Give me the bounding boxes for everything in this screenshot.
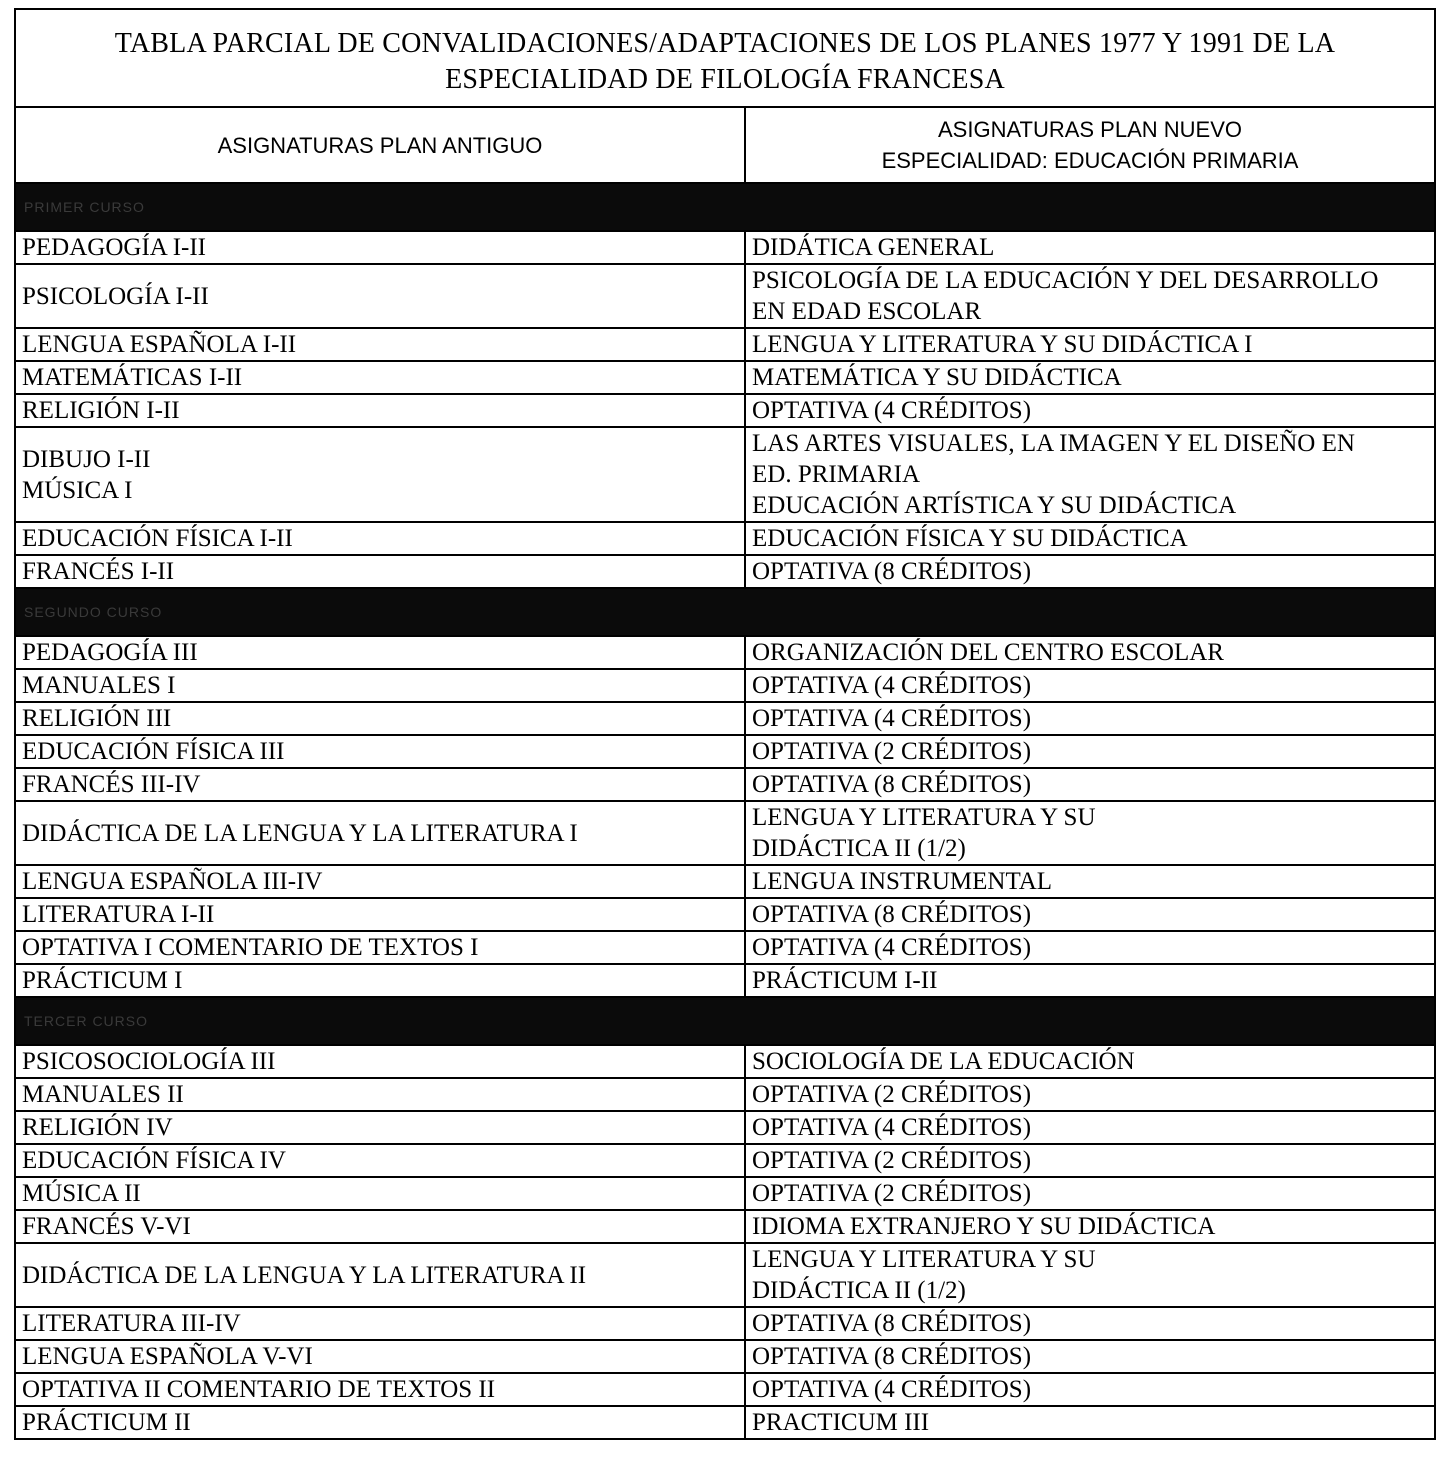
old-plan-subject: MANUALES I bbox=[15, 669, 745, 702]
old-plan-subject: DIDÁCTICA DE LA LENGUA Y LA LITERATURA I bbox=[15, 801, 745, 865]
old-plan-subject: LITERATURA III-IV bbox=[15, 1307, 745, 1340]
table-row bbox=[15, 1340, 1435, 1373]
new-plan-subject: OPTATIVA (8 CRÉDITOS) bbox=[745, 768, 1435, 801]
table-row bbox=[15, 669, 1435, 702]
new-plan-subject: ORGANIZACIÓN DEL CENTRO ESCOLAR bbox=[745, 636, 1435, 669]
new-plan-subject: OPTATIVA (4 CRÉDITOS) bbox=[745, 702, 1435, 735]
new-plan-subject: LENGUA INSTRUMENTAL bbox=[745, 865, 1435, 898]
title-line-1: TABLA PARCIAL DE CONVALIDACIONES/ADAPTACIONES DE LOS PLANES 1977 Y 1991 DE LA bbox=[114, 28, 1336, 59]
old-plan-subject: DIDÁCTICA DE LA LENGUA Y LA LITERATURA II bbox=[15, 1243, 745, 1307]
old-plan-subject: LENGUA ESPAÑOLA III-IV bbox=[15, 865, 745, 898]
old-plan-subject: FRANCÉS III-IV bbox=[15, 768, 745, 801]
table-row bbox=[15, 1307, 1435, 1340]
table-row bbox=[15, 636, 1435, 669]
old-plan-subject: PRÁCTICUM I bbox=[15, 964, 745, 997]
table-row bbox=[15, 931, 1435, 964]
course-band bbox=[15, 588, 1435, 636]
document-title bbox=[15, 9, 1435, 107]
table-row bbox=[15, 1111, 1435, 1144]
course-band-label: PRIMER CURSO bbox=[15, 183, 1435, 231]
new-plan-subject: OPTATIVA (4 CRÉDITOS) bbox=[745, 931, 1435, 964]
new-plan-subject: PSICOLOGÍA DE LA EDUCACIÓN Y DEL DESARROLLO EN EDAD ESCOLAR bbox=[745, 264, 1435, 328]
table-row bbox=[15, 264, 1435, 328]
new-plan-subject: OPTATIVA (2 CRÉDITOS) bbox=[745, 1144, 1435, 1177]
old-plan-subject: LENGUA ESPAÑOLA V-VI bbox=[15, 1340, 745, 1373]
table-row bbox=[15, 522, 1435, 555]
table-row bbox=[15, 1210, 1435, 1243]
new-plan-subject: SOCIOLOGÍA DE LA EDUCACIÓN bbox=[745, 1045, 1435, 1078]
table-row bbox=[15, 768, 1435, 801]
table-row bbox=[15, 1406, 1435, 1439]
table-row bbox=[15, 735, 1435, 768]
new-plan-subject: OPTATIVA (8 CRÉDITOS) bbox=[745, 1340, 1435, 1373]
table-row bbox=[15, 865, 1435, 898]
course-band-label: SEGUNDO CURSO bbox=[15, 588, 1435, 636]
new-plan-subject: OPTATIVA (4 CRÉDITOS) bbox=[745, 669, 1435, 702]
old-plan-subject: FRANCÉS I-II bbox=[15, 555, 745, 588]
new-plan-subject: PRÁCTICUM I-II bbox=[745, 964, 1435, 997]
new-plan-subject: OPTATIVA (8 CRÉDITOS) bbox=[745, 898, 1435, 931]
column-header-row bbox=[15, 107, 1435, 183]
old-plan-subject: LITERATURA I-II bbox=[15, 898, 745, 931]
table-row bbox=[15, 1144, 1435, 1177]
old-plan-subject: PRÁCTICUM II bbox=[15, 1406, 745, 1439]
new-plan-subject: OPTATIVA (8 CRÉDITOS) bbox=[745, 1307, 1435, 1340]
table-row bbox=[15, 555, 1435, 588]
new-plan-subject: OPTATIVA (8 CRÉDITOS) bbox=[745, 555, 1435, 588]
new-plan-subject: LAS ARTES VISUALES, LA IMAGEN Y EL DISEÑO EN ED. PRIMARIA EDUCACIÓN ARTÍSTICA Y SU DIDÁCTICA bbox=[745, 427, 1435, 522]
new-plan-subject: OPTATIVA (4 CRÉDITOS) bbox=[745, 1373, 1435, 1406]
new-plan-subject: LENGUA Y LITERATURA Y SU DIDÁCTICA II (1/2) bbox=[745, 801, 1435, 865]
new-plan-subject: LENGUA Y LITERATURA Y SU DIDÁCTICA I bbox=[745, 328, 1435, 361]
header-plan-antiguo: ASIGNATURAS PLAN ANTIGUO bbox=[15, 107, 745, 183]
table-row bbox=[15, 328, 1435, 361]
old-plan-subject: PEDAGOGÍA I-II bbox=[15, 231, 745, 264]
table-row bbox=[15, 1078, 1435, 1111]
course-band bbox=[15, 997, 1435, 1045]
header-plan-nuevo-line-1: ASIGNATURAS PLAN NUEVO bbox=[938, 117, 1242, 142]
table-row bbox=[15, 361, 1435, 394]
old-plan-subject: OPTATIVA I COMENTARIO DE TEXTOS I bbox=[15, 931, 745, 964]
old-plan-subject: PSICOLOGÍA I-II bbox=[15, 264, 745, 328]
table-row bbox=[15, 231, 1435, 264]
old-plan-subject: EDUCACIÓN FÍSICA I-II bbox=[15, 522, 745, 555]
old-plan-subject: PSICOSOCIOLOGÍA III bbox=[15, 1045, 745, 1078]
old-plan-subject: MANUALES II bbox=[15, 1078, 745, 1111]
old-plan-subject: RELIGIÓN III bbox=[15, 702, 745, 735]
header-plan-nuevo bbox=[745, 107, 1435, 183]
table-row bbox=[15, 1373, 1435, 1406]
new-plan-subject: OPTATIVA (2 CRÉDITOS) bbox=[745, 735, 1435, 768]
new-plan-subject: PRACTICUM III bbox=[745, 1406, 1435, 1439]
table-row bbox=[15, 394, 1435, 427]
new-plan-subject: OPTATIVA (4 CRÉDITOS) bbox=[745, 394, 1435, 427]
old-plan-subject: RELIGIÓN I-II bbox=[15, 394, 745, 427]
old-plan-subject: DIBUJO I-II MÚSICA I bbox=[15, 427, 745, 522]
title-row bbox=[15, 9, 1435, 107]
table-row bbox=[15, 898, 1435, 931]
course-band bbox=[15, 183, 1435, 231]
table-row bbox=[15, 964, 1435, 997]
new-plan-subject: LENGUA Y LITERATURA Y SU DIDÁCTICA II (1/2) bbox=[745, 1243, 1435, 1307]
table-row bbox=[15, 427, 1435, 522]
course-band-label: TERCER CURSO bbox=[15, 997, 1435, 1045]
new-plan-subject: DIDÁTICA GENERAL bbox=[745, 231, 1435, 264]
new-plan-subject: OPTATIVA (2 CRÉDITOS) bbox=[745, 1177, 1435, 1210]
old-plan-subject: MATEMÁTICAS I-II bbox=[15, 361, 745, 394]
table-row bbox=[15, 1177, 1435, 1210]
new-plan-subject: OPTATIVA (2 CRÉDITOS) bbox=[745, 1078, 1435, 1111]
new-plan-subject: MATEMÁTICA Y SU DIDÁCTICA bbox=[745, 361, 1435, 394]
old-plan-subject: RELIGIÓN IV bbox=[15, 1111, 745, 1144]
old-plan-subject: LENGUA ESPAÑOLA I-II bbox=[15, 328, 745, 361]
table-row bbox=[15, 1243, 1435, 1307]
table-row bbox=[15, 1045, 1435, 1078]
title-line-2: ESPECIALIDAD DE FILOLOGÍA FRANCESA bbox=[445, 64, 1005, 95]
table-row bbox=[15, 702, 1435, 735]
header-especialidad: ESPECIALIDAD: EDUCACIÓN PRIMARIA bbox=[881, 148, 1299, 173]
new-plan-subject: OPTATIVA (4 CRÉDITOS) bbox=[745, 1111, 1435, 1144]
old-plan-subject: EDUCACIÓN FÍSICA IV bbox=[15, 1144, 745, 1177]
new-plan-subject: EDUCACIÓN FÍSICA Y SU DIDÁCTICA bbox=[745, 522, 1435, 555]
old-plan-subject: PEDAGOGÍA III bbox=[15, 636, 745, 669]
table-row bbox=[15, 801, 1435, 865]
old-plan-subject: EDUCACIÓN FÍSICA III bbox=[15, 735, 745, 768]
convalidation-table bbox=[14, 8, 1436, 1440]
new-plan-subject: IDIOMA EXTRANJERO Y SU DIDÁCTICA bbox=[745, 1210, 1435, 1243]
old-plan-subject: OPTATIVA II COMENTARIO DE TEXTOS II bbox=[15, 1373, 745, 1406]
old-plan-subject: FRANCÉS V-VI bbox=[15, 1210, 745, 1243]
old-plan-subject: MÚSICA II bbox=[15, 1177, 745, 1210]
